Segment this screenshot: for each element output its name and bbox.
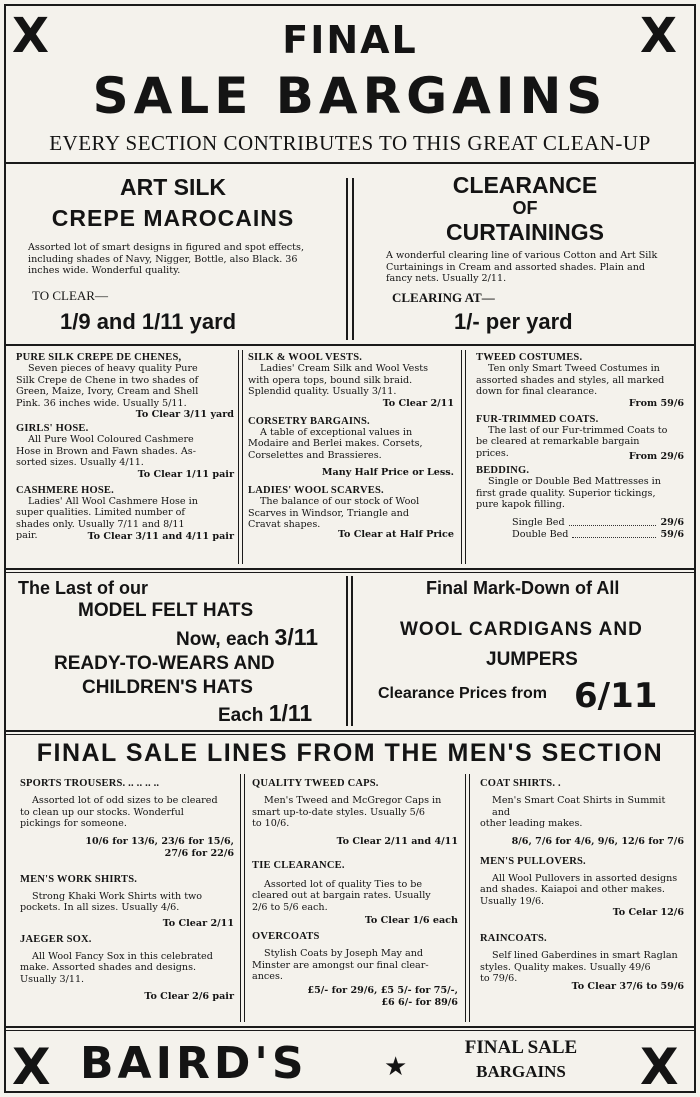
divider-col-1b xyxy=(242,350,243,564)
work-shirts-heading: MEN'S WORK SHIRTS. xyxy=(20,873,138,885)
trousers-price-1: 10/6 for 13/6, 23/6 for 15/6, xyxy=(85,835,234,847)
curtainings-title: CLEARANCE xyxy=(452,172,598,198)
girls-hose-line: sorted sizes. Usually 4/11. xyxy=(16,457,144,468)
footer-tag-line1: FINAL SALE xyxy=(464,1037,578,1058)
art-silk-desc-line: Assorted lot of smart designs in figured and spot effects, xyxy=(28,242,304,253)
work-shirts-price: To Clear 2/11 xyxy=(162,917,234,929)
mens-column-2 xyxy=(252,778,458,1009)
cardigans-line1: Final Mark-Down of All xyxy=(426,578,620,598)
tweed-price: From 59/6 xyxy=(628,397,684,409)
overcoats-price-1: £5/- for 29/6, £5 5/- for 75/-, xyxy=(307,984,458,996)
corner-mark-bottom-right: X xyxy=(640,1038,679,1096)
divider-mens-top-2 xyxy=(6,734,694,735)
raincoats-line: styles. Quality makes. Usually 49/6 xyxy=(480,961,651,973)
art-silk-desc-line: including shades of Navy, Nigger, Bottle, also Black. 36 xyxy=(28,253,298,265)
raincoats-heading: RAINCOATS. xyxy=(480,933,547,944)
scarves-price: To Clear at Half Price xyxy=(337,528,454,540)
mens-column-3 xyxy=(480,778,684,993)
cardigans-line3: JUMPERS xyxy=(486,649,578,670)
corsetry-line: A table of exceptional values in xyxy=(260,426,413,438)
double-bed-label: Double Bed xyxy=(512,528,569,540)
overcoats-line: ances. xyxy=(252,971,283,982)
curtainings-desc xyxy=(386,250,686,285)
raincoats-line: Self lined Gaberdines in smart Raglan xyxy=(492,950,678,961)
overcoats-line: Minster are amongst our final clear- xyxy=(252,959,429,971)
star-icon: ★ xyxy=(384,1052,408,1082)
cashmere-price: To Clear 3/11 and 4/11 pair xyxy=(87,530,234,542)
column-2 xyxy=(248,352,454,541)
caps-line: Men's Tweed and McGregor Caps in xyxy=(264,795,442,806)
curtainings-desc-line: fancy nets. Usually 2/11. xyxy=(386,273,507,285)
coat-shirts-line: Men's Smart Coat Shirts in Summit and xyxy=(492,795,666,818)
fur-line: prices. xyxy=(476,447,509,459)
divider-col-2 xyxy=(461,350,462,564)
divider-columns-top xyxy=(6,344,694,346)
crepe-heading: PURE SILK CREPE DE CHENES, xyxy=(16,352,182,363)
mens-heading: FINAL SALE LINES FROM THE MEN'S SECTION xyxy=(36,739,664,767)
column-1 xyxy=(16,352,234,543)
girls-hose-line: Hose in Brown and Fawn shades. As- xyxy=(16,445,196,457)
divider-hats-vertical-2 xyxy=(351,576,353,726)
art-silk-title: ART SILK xyxy=(119,174,227,200)
footer-tagline xyxy=(446,1036,596,1084)
art-silk-desc-line: inches wide. Wonderful quality. xyxy=(28,265,181,277)
hats-now-each-label: Now, each xyxy=(176,629,270,650)
divider-mens-col-2b xyxy=(469,774,470,1022)
single-bed-label: Single Bed xyxy=(512,516,565,528)
raincoats-price: To Clear 37/6 to 59/6 xyxy=(571,980,684,992)
trousers-price-2: 27/6 for 22/6 xyxy=(164,847,234,859)
hats-line2: MODEL FELT HATS xyxy=(78,600,254,621)
art-silk-subtitle: CREPE MAROCAINS xyxy=(51,205,295,231)
single-bed-price: 29/6 xyxy=(660,516,684,528)
headline-subtitle: EVERY SECTION CONTRIBUTES TO THIS GREAT CLEAN-UP xyxy=(49,131,651,155)
corner-mark-top-right: X xyxy=(640,8,678,64)
caps-line: smart up-to-date styles. Usually 5/6 xyxy=(252,806,426,818)
hats-felt-price: 3/11 xyxy=(274,624,319,650)
cardigans-clearance-label: Clearance Prices from xyxy=(378,685,547,702)
vests-line: Splendid quality. Usually 3/11. xyxy=(248,386,397,397)
ties-line: 2/6 to 5/6 each. xyxy=(252,901,328,913)
crepe-desc-line: Seven pieces of heavy quality Pure xyxy=(28,363,198,374)
tweed-line: assorted shades and styles, all marked xyxy=(476,374,665,386)
girls-hose-price: To Clear 1/11 pair xyxy=(137,468,234,480)
corsetry-price: Many Half Price or Less. xyxy=(321,467,454,478)
pullovers-line: Usually 19/6. xyxy=(480,895,545,907)
fur-price: From 29/6 xyxy=(628,451,684,462)
mens-column-1 xyxy=(20,778,234,1003)
trousers-heading: SPORTS TROUSERS. .. .. .. .. xyxy=(20,778,160,789)
pullovers-heading: MEN'S PULLOVERS. xyxy=(480,855,586,867)
brand-name: BAIRD'S xyxy=(80,1038,308,1089)
bedding-line: Single or Double Bed Mattresses in xyxy=(488,476,661,487)
headline-sale-bargains: SALE BARGAINS xyxy=(92,67,608,125)
fur-line: The last of our Fur-trimmed Coats to xyxy=(488,424,668,436)
art-silk-block xyxy=(10,172,336,234)
vests-line: with opera tops, bound silk braid. xyxy=(248,374,413,386)
cardigans-price: 6/11 xyxy=(574,676,658,716)
trousers-line: Assorted lot of odd sizes to be cleared xyxy=(32,795,218,806)
hats-line5: CHILDREN'S HATS xyxy=(82,677,253,698)
corsetry-heading: CORSETRY BARGAINS. xyxy=(248,415,370,427)
double-bed-price: 59/6 xyxy=(660,528,684,540)
raincoats-line: to 79/6. xyxy=(480,973,518,984)
hats-now-each xyxy=(176,624,318,653)
coat-shirts-line: other leading makes. xyxy=(480,818,583,829)
corsetry-line: Corselettes and Brassieres. xyxy=(248,449,382,461)
cashmere-line: shades only. Usually 7/11 and 8/11 xyxy=(16,518,185,530)
ties-heading: TIE CLEARANCE. xyxy=(252,859,345,871)
sox-line: make. Assorted shades and designs. xyxy=(20,962,197,973)
curtainings-of: OF xyxy=(512,198,538,218)
footer-tag-line2: BARGAINS xyxy=(476,1062,566,1081)
vests-heading: SILK & WOOL VESTS. xyxy=(248,352,363,363)
overcoats-line: Stylish Coats by Joseph May and xyxy=(264,948,424,959)
divider-mens-top xyxy=(6,730,694,732)
tweed-heading: TWEED COSTUMES. xyxy=(476,352,583,363)
girls-hose-line: All Pure Wool Coloured Cashmere xyxy=(28,434,194,445)
art-silk-to-clear: TO CLEAR— xyxy=(32,288,108,303)
work-shirts-line: pockets. In all sizes. Usually 4/6. xyxy=(20,902,180,913)
bedding-line: first grade quality. Superior tickings, xyxy=(476,487,656,499)
corner-mark-top-left: X xyxy=(12,8,50,64)
hats-each xyxy=(218,700,312,729)
crepe-price: To Clear 3/11 yard xyxy=(135,409,234,420)
caps-price: To Clear 2/11 and 4/11 xyxy=(336,835,458,847)
divider-mens-col-2 xyxy=(465,774,466,1022)
divider-middle-2 xyxy=(6,572,694,573)
divider-col-2b xyxy=(465,350,466,564)
hats-each-label: Each xyxy=(218,705,264,726)
overcoats-heading: OVERCOATS xyxy=(252,931,320,942)
scarves-heading: LADIES' WOOL SCARVES. xyxy=(248,485,384,496)
cashmere-line: pair. xyxy=(16,530,38,541)
sox-price: To Clear 2/6 pair xyxy=(144,991,234,1002)
divider-footer-2 xyxy=(6,1030,694,1031)
hats-line4: READY-TO-WEARS AND xyxy=(54,653,275,674)
divider-middle xyxy=(6,568,694,570)
sox-line: Usually 3/11. xyxy=(20,973,85,985)
fur-line: be cleared at remarkable bargain xyxy=(476,436,640,447)
pullovers-line: All Wool Pullovers in assorted designs xyxy=(492,872,678,884)
leader-dots xyxy=(569,517,657,526)
curtainings-subtitle: CURTAININGS xyxy=(445,219,604,245)
hats-child-price: 1/11 xyxy=(268,700,313,726)
divider-top-vertical xyxy=(346,178,348,340)
coat-shirts-price: 8/6, 7/6 for 4/6, 9/6, 12/6 for 7/6 xyxy=(511,835,684,847)
fur-heading: FUR-TRIMMED COATS. xyxy=(476,413,599,425)
vests-line: Ladies' Cream Silk and Wool Vests xyxy=(260,363,429,374)
cashmere-line: super qualities. Limited number of xyxy=(16,507,185,518)
curtainings-block xyxy=(360,172,690,246)
scarves-line: Scarves in Windsor, Triangle and xyxy=(248,507,409,519)
divider-top-vertical-2 xyxy=(352,178,354,340)
sox-line: All Wool Fancy Sox in this celebrated xyxy=(32,950,213,962)
column-3 xyxy=(476,352,684,541)
hats-line1: The Last of our xyxy=(18,578,148,598)
bedding-line: pure kapok filling. xyxy=(476,499,565,510)
ties-price: To Clear 1/6 each xyxy=(364,915,458,926)
divider-footer xyxy=(6,1026,694,1028)
cashmere-line: Ladies' All Wool Cashmere Hose in xyxy=(28,495,198,507)
tweed-line: Ten only Smart Tweed Costumes in xyxy=(488,363,660,374)
vests-price: To Clear 2/11 xyxy=(382,397,454,409)
curtainings-desc-line: A wonderful clearing line of various Cotton and Art Silk xyxy=(386,250,658,261)
curtainings-desc-line: Curtainings in Cream and assorted shades. Plain and xyxy=(386,261,646,273)
pullovers-line: and shades. Kaiapoi and other makes. xyxy=(480,884,665,895)
crepe-desc-line: Pink. 36 inches wide. Usually 5/11. xyxy=(16,397,187,409)
bedding-double-row xyxy=(476,529,684,541)
overcoats-price-2: £6 6/- for 89/6 xyxy=(381,996,458,1008)
crepe-desc-line: Green, Maize, Ivory, Cream and Shell xyxy=(16,386,199,397)
coat-shirts-heading: COAT SHIRTS. . xyxy=(480,778,561,789)
ties-line: Assorted lot of quality Ties to be xyxy=(264,878,423,890)
caps-heading: QUALITY TWEED CAPS. xyxy=(252,778,379,789)
caps-line: to 10/6. xyxy=(252,818,290,829)
divider-header xyxy=(6,162,694,164)
scarves-line: The balance of our stock of Wool xyxy=(260,496,420,507)
headline-final: FINAL xyxy=(282,18,418,62)
art-silk-desc xyxy=(28,242,328,277)
ties-line: cleared out at bargain rates. Usually xyxy=(252,890,431,901)
cardigans-line2: WOOL CARDIGANS AND xyxy=(400,619,643,640)
tweed-line: down for final clearance. xyxy=(476,386,598,397)
cashmere-heading: CASHMERE HOSE. xyxy=(16,484,114,496)
sox-heading: JAEGER SOX. xyxy=(20,933,92,945)
work-shirts-line: Strong Khaki Work Shirts with two xyxy=(32,890,203,902)
trousers-line: pickings for someone. xyxy=(20,818,127,829)
pullovers-price: To Celar 12/6 xyxy=(612,907,684,918)
corsetry-line: Modaire and Berlei makes. Corsets, xyxy=(248,438,423,449)
divider-hats-vertical xyxy=(346,576,348,726)
corner-mark-bottom-left: X xyxy=(12,1038,51,1096)
curtainings-price: 1/- per yard xyxy=(454,309,573,334)
art-silk-price: 1/9 and 1/11 yard xyxy=(60,309,237,334)
divider-mens-col-1 xyxy=(240,774,241,1022)
girls-hose-heading: GIRLS' HOSE. xyxy=(16,423,89,434)
bedding-heading: BEDDING. xyxy=(476,465,530,476)
divider-mens-col-1b xyxy=(244,774,245,1022)
scarves-line: Cravat shapes. xyxy=(248,519,321,530)
trousers-line: to clean up our stocks. Wonderful xyxy=(20,806,184,818)
bedding-single-row xyxy=(476,517,684,529)
leader-dots xyxy=(572,529,656,538)
divider-col-1 xyxy=(238,350,239,564)
curtainings-clearing-at: CLEARING AT— xyxy=(392,290,495,305)
crepe-desc-line: Silk Crepe de Chene in two shades of xyxy=(16,374,199,386)
